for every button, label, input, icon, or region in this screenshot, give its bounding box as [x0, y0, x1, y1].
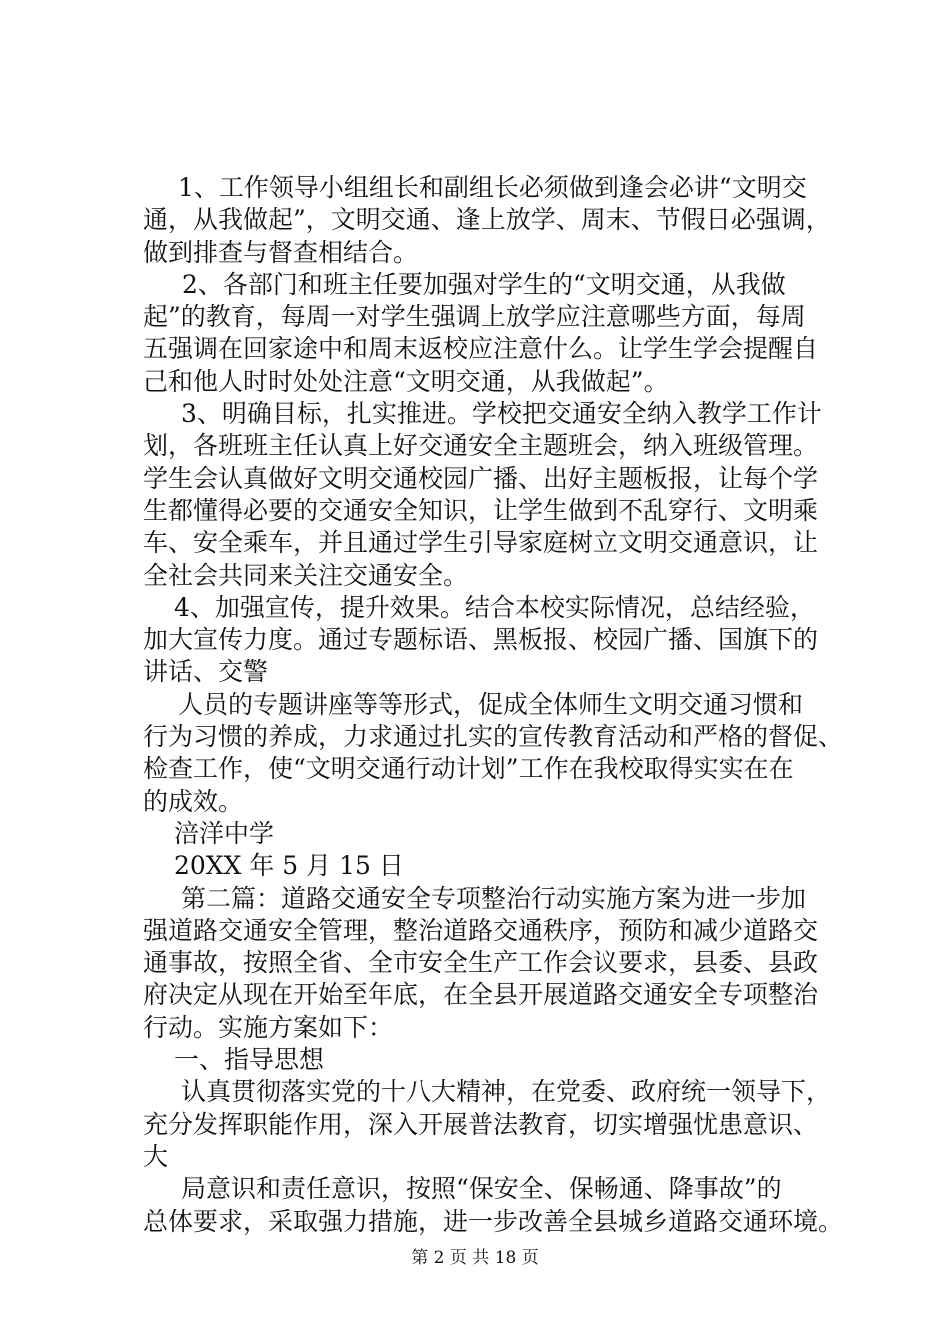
- paragraph-line: 总体要求，采取强力措施，进一步改善全县城乡道路交通环境。: [143, 1206, 844, 1236]
- paragraph-line: 行为习惯的养成，力求通过扎实的宣传教育活动和严格的督促、: [143, 722, 844, 752]
- paragraph-line: 通事故，按照全省、全市安全生产工作会议要求，县委、县政: [143, 948, 819, 978]
- signature-date: 20XX 年 5 月 15 日: [174, 851, 404, 881]
- paragraph-line: 检查工作，使“文明交通行动计划”工作在我校取得实实在在: [143, 754, 794, 784]
- section-heading: 一、指导思想: [174, 1045, 325, 1075]
- paragraph-line: 认真贯彻落实党的十八大精神，在党委、政府统一领导下，: [181, 1077, 832, 1107]
- page-number-footer: 第 2 页 共 18 页: [411, 1248, 539, 1268]
- paragraph-line: 强道路交通安全管理，整治道路交通秩序，预防和减少道路交: [143, 915, 819, 945]
- paragraph-line: 生都懂得必要的交通安全知识，让学生做到不乱穿行、文明乘: [143, 495, 819, 525]
- paragraph-line: 通，从我做起”，文明交通、逢上放学、周末、节假日必强调，: [143, 205, 831, 235]
- document-body: [143, 172, 843, 1238]
- paragraph-line: 全社会共同来关注交通安全。: [143, 560, 469, 590]
- paragraph-line: 4、加强宣传，提升效果。结合本校实际情况，总结经验，: [174, 592, 815, 622]
- paragraph-line: 划，各班班主任认真上好交通安全主题班会，纳入班级管理。: [143, 431, 819, 461]
- paragraph-line: 行动。实施方案如下：: [143, 1012, 394, 1042]
- paragraph-line: 讲话、交警: [143, 657, 269, 687]
- signature-school: 涪洋中学: [174, 818, 275, 848]
- paragraph-line: 人员的专题讲座等等形式，促成全体师生文明交通习惯和: [178, 689, 804, 719]
- paragraph-line: 局意识和责任意识，按照“保安全、保畅通、降事故”的: [181, 1174, 782, 1204]
- paragraph-line: 大: [143, 1141, 169, 1171]
- paragraph-line: 府决定从现在开始至年底，在全县开展道路交通安全专项整治: [143, 980, 819, 1010]
- paragraph-line: 车、安全乘车，并且通过学生引导家庭树立文明交通意识，让: [143, 528, 819, 558]
- paragraph-line: 己和他人时时处处注意“文明交通，从我做起”。: [143, 366, 669, 396]
- paragraph-line: 学生会认真做好文明交通校园广播、出好主题板报，让每个学: [143, 463, 819, 493]
- paragraph-line: 第二篇：道路交通安全专项整治行动实施方案为进一步加: [181, 883, 807, 913]
- paragraph-line: 加大宣传力度。通过专题标语、黑板报、校园广播、国旗下的: [143, 625, 819, 655]
- paragraph-line: 做到排查与督查相结合。: [143, 237, 419, 267]
- paragraph-line: 3、明确目标，扎实推进。学校把交通安全纳入教学工作计: [181, 399, 822, 429]
- paragraph-line: 五强调在回家途中和周末返校应注意什么。让学生学会提醒自: [143, 334, 819, 364]
- paragraph-line: 充分发挥职能作用，深入开展普法教育，切实增强忧患意识、: [143, 1109, 819, 1139]
- paragraph-line: 的成效。: [143, 786, 244, 816]
- paragraph-line: 起”的教育，每周一对学生强调上放学应注意哪些方面，每周: [143, 302, 806, 332]
- paragraph-line: 1、工作领导小组组长和副组长必须做到逢会必讲“文明交: [178, 173, 807, 202]
- paragraph-line: 2、各部门和班主任要加强对学生的“文明交通，从我做: [182, 269, 786, 299]
